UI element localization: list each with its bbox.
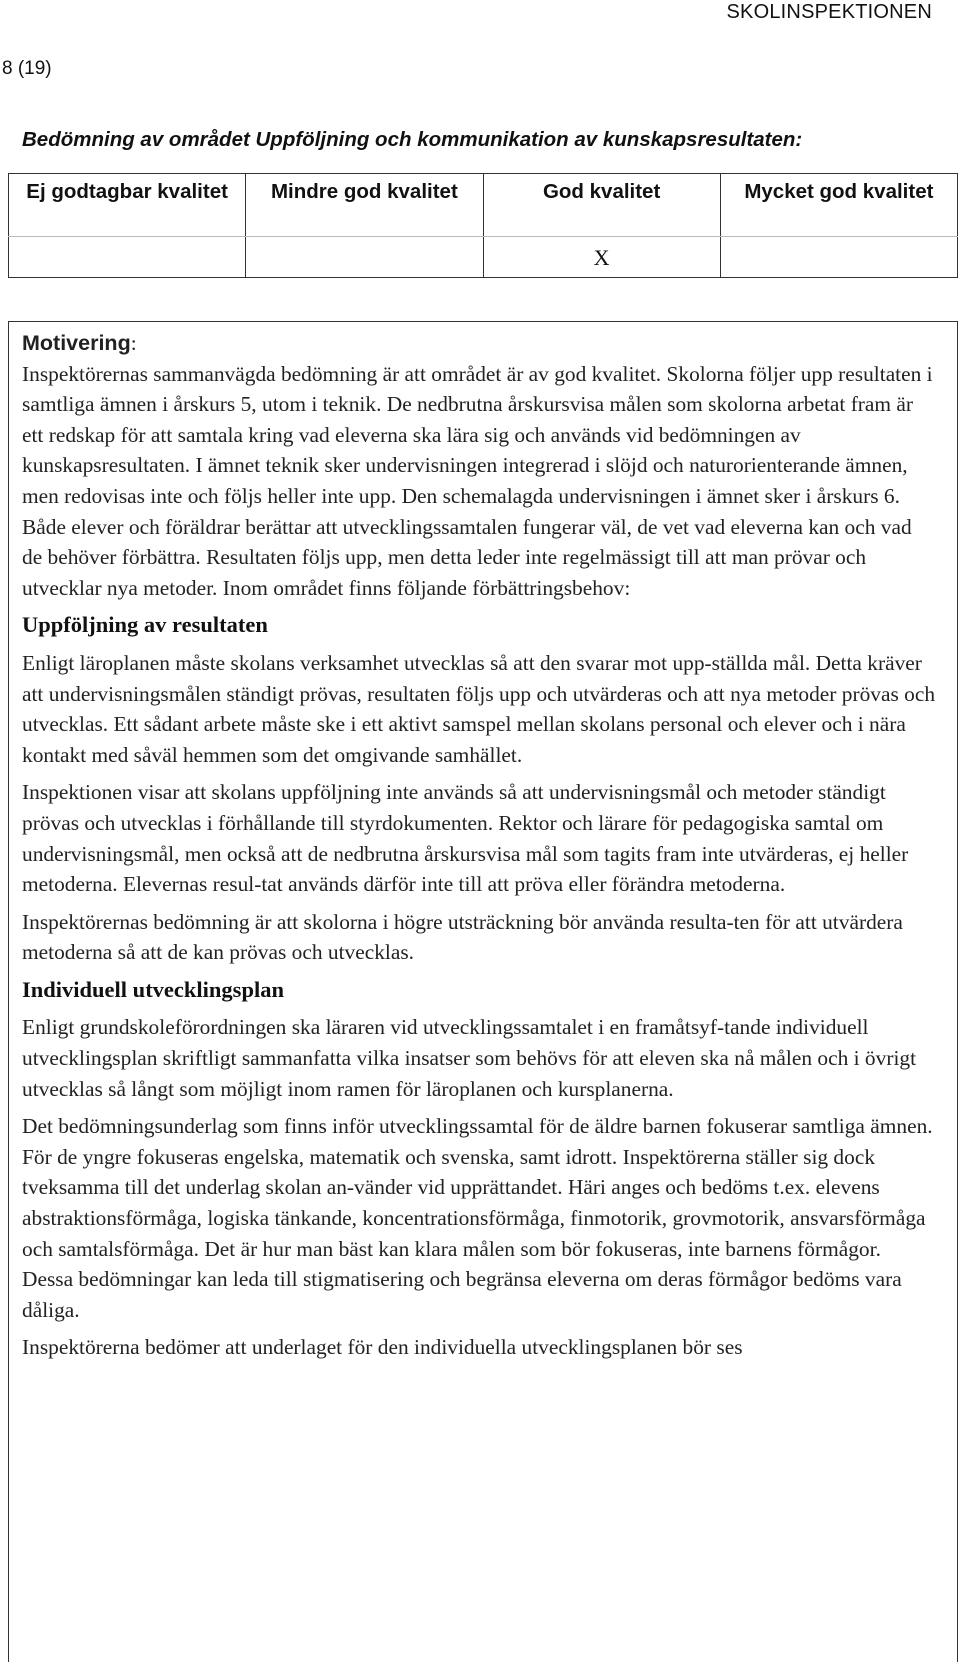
grade-column-header: Ej godtagbar kvalitet bbox=[9, 174, 246, 237]
grade-mark-cell bbox=[720, 237, 957, 278]
motivation-label: Motivering: bbox=[22, 331, 137, 355]
motivation-intro: Inspektörernas sammanvägda bedömning är att området är av god kvalitet. Skolorna följer upp resultaten i samtliga ämnen i årskurs 5, utom i teknik. De nedbrutna årskursvisa målen som skolorna arbetat fram är ett redskap för att samtala kring vad eleverna ska lära sig och används vid bedömningen av kunskapsresultaten. I ämnet teknik sker undervisningen integrerad i slöjd och naturorienterande ämnen, men redovisas inte och följs heller inte upp. Den schemalagda undervisningen i ämnet sker i årskurs 6. Både elever och föräldrar berättar att utvecklingssamtalen fungerar väl, de vet vad eleverna kan och vad de behöver förbättra. Resultaten följs upp, men detta leder inte regelmässigt till att man prövar och utvecklar nya metoder. Inom området finns följande förbättringsbehov: bbox=[22, 361, 933, 600]
grade-mark-cell bbox=[9, 237, 246, 278]
grade-mark-cell bbox=[246, 237, 483, 278]
paragraph: Inspektörernas bedömning är att skolorna i högre utsträckning bör använda resulta-ten för att utvärdera metoderna så att de kan prövas och utvecklas. bbox=[22, 909, 903, 965]
paragraph: Enligt läroplanen måste skolans verksamhet utvecklas så att den svarar mot upp-ställda mål. Detta kräver att undervisningsmålen ständigt prövas, resultaten följs upp och utvärderas och att nya metoder prövas och utvecklas. Ett sådant arbete måste ske i ett aktivt samspel mellan skolans personal och elever och i nära kontakt med såväl hemmen som det omgivande samhället. bbox=[22, 650, 936, 767]
motivation-content bbox=[22, 328, 936, 1370]
grade-column-header: Mindre god kvalitet bbox=[246, 174, 483, 237]
paragraph: Enligt grundskoleförordningen ska läraren vid utvecklingssamtalet i en framåtsyf-tande individuell utvecklingsplan skriftligt sammanfatta vilka insatser som behövs för att eleven ska nå målen och i övrigt utvecklas så långt som möjligt inom ramen för läroplanen och kursplanerna. bbox=[22, 1015, 917, 1101]
organization-header: SKOLINSPEKTIONEN bbox=[726, 1, 932, 23]
paragraph: Inspektörerna bedömer att underlaget för den individuella utvecklingsplanen bör ses bbox=[22, 1335, 743, 1360]
grade-table bbox=[8, 173, 958, 278]
grade-header-row bbox=[9, 174, 958, 237]
grade-column-header: God kvalitet bbox=[483, 174, 720, 237]
grade-mark-row bbox=[9, 237, 958, 278]
paragraph: Det bedömningsunderlag som finns inför utvecklingssamtal för de äldre barnen fokuserar samtliga ämnen. För de yngre fokuseras engelska, matematik och svenska, samt idrott. Inspektörerna ställer sig dock tveksamma till det underlag skolan an-vänder vid upprättandet. Häri anges och bedöms t.ex. elevens abstraktionsförmåga, logiska tänkande, koncentrationsförmåga, finmotorik, grovmotorik, ansvarsförmåga och samtalsförmåga. Det är hur man bäst kan klara målen som bör fokuseras, inte barnens förmågor. Dessa bedömningar kan leda till stigmatisering och begränsa eleverna om deras förmågor bedöms vara dåliga. bbox=[22, 1114, 933, 1322]
paragraph: Inspektionen visar att skolans uppföljning inte används så att undervisningsmål och metoder ständigt prövas och utvecklas i förhållande till styrdokumenten. Rektor och lärare för pedagogiska samtal om undervisningsmål, men också att de nedbrutna årskursvisa mål som tagits fram inte utvärderas, ej heller metoderna. Elevernas resul-tat används därför inte till att pröva eller förändra metoderna. bbox=[22, 780, 909, 897]
assessment-title: Bedömning av området Uppföljning och kommunikation av kunskapsresultaten: bbox=[22, 128, 803, 151]
grade-mark-cell: X bbox=[483, 237, 720, 278]
grade-column-header: Mycket god kvalitet bbox=[720, 174, 957, 237]
page-number: 8 (19) bbox=[2, 58, 52, 79]
section-heading: Individuell utvecklingsplan bbox=[22, 976, 284, 1002]
section-heading: Uppföljning av resultaten bbox=[22, 612, 268, 638]
